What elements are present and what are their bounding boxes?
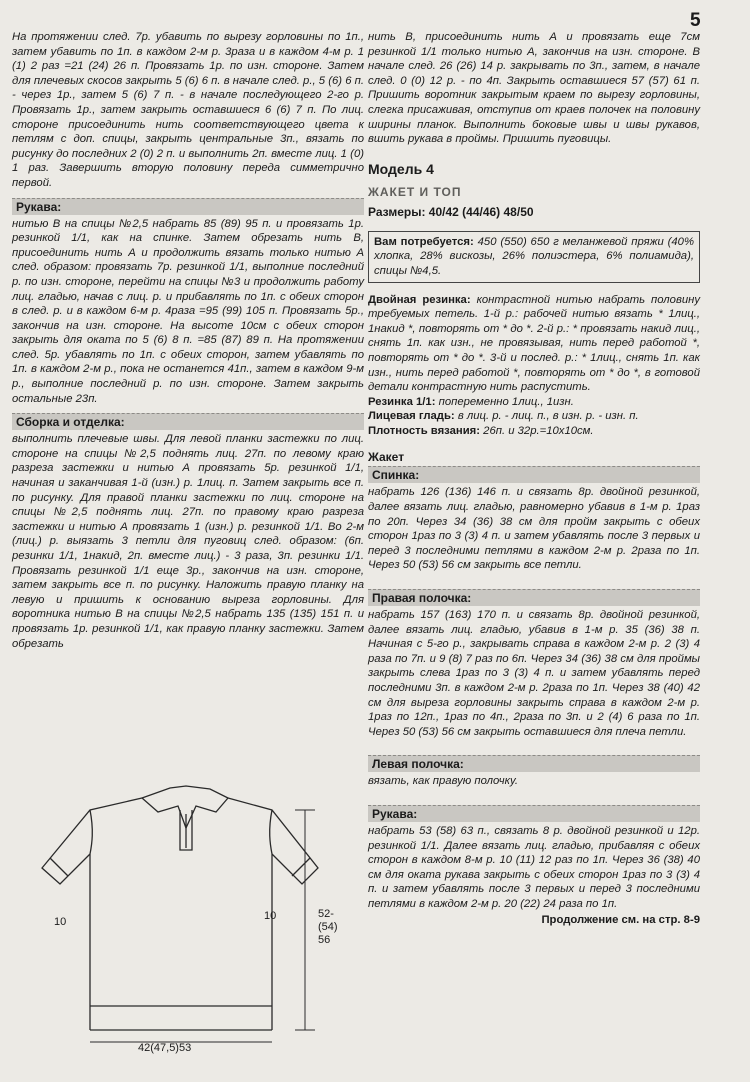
length-dimension-line-1: 52- <box>318 908 334 920</box>
left-front-heading: Левая полочка: <box>368 755 700 772</box>
left-sleeve-dimension: 10 <box>54 916 67 928</box>
double-rib-paragraph <box>368 293 700 395</box>
back-heading: Спинка: <box>368 466 700 483</box>
back-text: набрать 126 (136) 146 п. и связать 8р. двойной резинкой, далее вязать лиц. гладью, равномерно убавив в 1-м р. 1раз по 20п. Через 34 (36) 38 см для пройм закрыть с обеих сторон 1раз по 3 (3) 4 п. и затем убавлять после 3 первых и перед 3 последними петлями в каждом 2-м р. 2раза по 1п. Через 50 (53) 56 см закрыть все петли. <box>368 486 700 572</box>
jacket-sleeves-text: набрать 53 (58) 63 п., связать 8 р. двойной резинкой и 12р. резинкой 1/1. Далее вязать лиц. гладью, прибавляя с обеих сторон в каждом 8-м р. 10 (11) 12 раз по 1п. Через 36 (38) 40 см для оката рукава закрыть с обеих сторон 1раз по 3 (3) 4 п. и затем убавлять после 3 первых и перед 3 последними петлями в каждом 2-м р. 20 (22) 24 раза по 1п. <box>368 824 700 910</box>
polo-shirt-outline <box>20 780 340 1065</box>
assembly-heading: Сборка и отделка: <box>12 413 364 430</box>
materials-label: Вам потребуется: <box>374 235 474 248</box>
left-intro-text: На протяжении след. 7р. убавить по вырезу горловины по 1п., затем убавить по 1п. в каждом 2-м р. 3раза и в каждом 4-м р. 1 (1) 2 раз =21 (24) 26 п. Провязать 1р. по изн. стороне. Затем для плечевых скосов закрыть 5 (6) 6 п. в начале след. р., 5 (6) 6 п. - через 1р., затем 5 (6) 7 п. - в начале последующего 2-го р. Провязать 1р., затем закрыть оставшиеся 6 (6) 7 п. По лиц. стороне присоединить нить соответствующего цвета к петлям с доп. спицы, закрыть центральные 3п., вязать по рисунку до последних 2 (0) 2 п. и выполнить 2п. вместе лиц. 1 (0) 1 раз. Завершить вторую половину переда симметрично первой. <box>12 31 364 189</box>
left-front-text: вязать, как правую полочку. <box>368 775 519 788</box>
model-title: Модель 4 <box>368 160 434 177</box>
width-dimension: 42(47,5)53 <box>138 1042 192 1054</box>
length-dimension-line-2: (54) <box>318 921 338 933</box>
length-dimension <box>318 908 338 947</box>
rib-label: Резинка 1/1: <box>368 395 436 408</box>
stockinette-paragraph <box>368 409 700 424</box>
jacket-heading: Жакет <box>368 450 405 465</box>
polo-shirt-pattern-diagram <box>20 780 340 1065</box>
density-label: Плотность вязания: <box>368 424 481 437</box>
stockinette-text: в лиц. р. - лиц. п., в изн. р. - изн. п. <box>457 410 639 423</box>
sizes: Размеры: 40/42 (44/46) 48/50 <box>368 204 534 219</box>
page-number: 5 <box>690 10 701 31</box>
right-sleeve-dimension: 10 <box>264 910 277 922</box>
double-rib-label: Двойная резинка: <box>368 293 471 306</box>
right-column <box>368 30 700 926</box>
density-paragraph <box>368 424 700 439</box>
double-rib-text: контрастной нитью набрать половину требуемых петель. 1-й р.: рабочей нитью вязать * 1лиц., 1накид *, повторять от * до *. 2-й р.: * провязать накид лиц., снять 1п. как изн., не провязывая, нить перед работой *, повторять от * до *. 3-й и послед. р.: * 1лиц., снять 1п. как изн., нить перед работой *, повторять от * до *, в готовой детали контрастную нить распустить. <box>368 293 700 394</box>
sleeves-text: нитью В на спицы №2,5 набрать 85 (89) 95 п. и провязать 1р. резинкой 1/1, как на спинке. Затем обрезать нить В, присоединить нить А и продолжить вязать только нитью А след. образом: провязать 7р. резинкой 1/1, выполние последний р. по изн. стороне, перейти на спицы №3 и продолжить работу лиц. гладью, начав с лиц. р. и прибавлять по 1п. с обеих сторон в след. р. и в каждом 6-м р. 4раза =95 (99) 105 п. Провязать 5р., закончив на изн. стороне. На высоте 10см с обеих сторон закрыть для оката по 5 (6) 8 п. =85 (87) 89 п. На протяжении след. 5р. убавлять по 1п. с обеих сторон, затем убавлять по 1п. в каждом 2-м р., пока не останется 41п., затем в каждом 9-м р., выполние последний р. по изн. стороне. Затем закрыть остальные 23п. <box>12 217 364 405</box>
jacket-sleeves-heading: Рукава: <box>368 805 700 822</box>
right-front-heading: Правая полочка: <box>368 589 700 606</box>
assembly-text: выполнить плечевые швы. Для левой планки застежки по лиц. стороне на спицы №2,5 поднять лиц. 27п. по левому краю разреза застежки и нитью А провязать 5р. резинкой 1/1, начиная и заканчивая 1-й (изн.) р. 1лиц. п. Затем закрыть все п. по рисунку. Для правой планки застежки по лиц. стороне на спицы №2,5 поднять лиц. 27п. по правому краю разреза застежки и нитью А провязать 1 (изн.) р. резинкой 1/1. Во 2-м (лиц.) р. выязать 3 петли для пуговиц след. образом: (6п. резинки 1/1, 1накид, 2п. вместе лиц.) - 3 раза, 3п. резинки 1/1. Провязать резинкой 1/1 еще 3р., закончив на изн. стороне, затем закрыть все п. по рисунку. Наложить правую планку на левую и пришить к основанию выреза горловины. Для воротника нитью В на спицы №2,5 набрать 135 (135) 151 п. и провязать 1р. резинкой 1/1, как правую планку застежки. Затем обрезать <box>12 433 364 650</box>
materials-box <box>368 231 700 283</box>
stockinette-label: Лицевая гладь: <box>368 410 455 423</box>
materials-text: 450 (550) 650 г меланжевой пряжи (40% хлопка, 28% вискозы, 26% полиэстера, 6% полиамида), спицы №4,5. <box>374 235 694 277</box>
rib-paragraph <box>368 395 700 410</box>
right-front-text: набрать 157 (163) 170 п. и связать 8р. двойной резинкой, далее вязать лиц. гладью, убавив в 1-м р. 35 (36) 38 п. Начиная с 5-го р., закрывать справа в каждом 2-м р. 2 (3) 4 раза по 7п. и 9 (8) 7 раз по 6п. Через 34 (36) 38 см для проймы закрыть слева 1раз по 3 (3) 4 п. и затем убавлять перед последними 3п. в каждом 2-м р. 2раза по 1п. Через 38 (40) 42 см для выреза горловины закрыть справа в каждом 2-м р. 1раз по 12п., 1раз по 4п., 2раза по 3п. и 2 (4) 6 раза по 1п. Через 50 (53) 56 см закрыть оставшиеся для плеча петли. <box>368 609 700 738</box>
left-column <box>12 30 364 651</box>
density-text: 26п. и 32р.=10х10см. <box>483 424 594 437</box>
sleeves-heading: Рукава: <box>12 198 364 215</box>
model-subtitle: ЖАКЕТ И ТОП <box>368 184 462 199</box>
length-dimension-line-3: 56 <box>318 934 331 946</box>
rib-text: попеременно 1лиц., 1изн. <box>438 395 574 408</box>
right-intro-text: нить В, присоединить нить А и провязать еще 7см резинкой 1/1 только нитью А, закончив на изн. стороне. В начале след. 26 (26) 14 р. закрывать по 3п., затем, в начале след. 0 (0) 12 р. - по 4п. Закрыть оставшиеся 57 (57) 61 п. Пришить воротник закрытым краем по вырезу горловины, слегка присаживая, отступив от краев полочек на половину ширины планок. Выполнить боковые швы и швы рукавов, вшить рукава в проймы. Пришить пуговицы. <box>368 31 700 146</box>
continuation-note: Продолжение см. на стр. 8-9 <box>541 913 700 926</box>
